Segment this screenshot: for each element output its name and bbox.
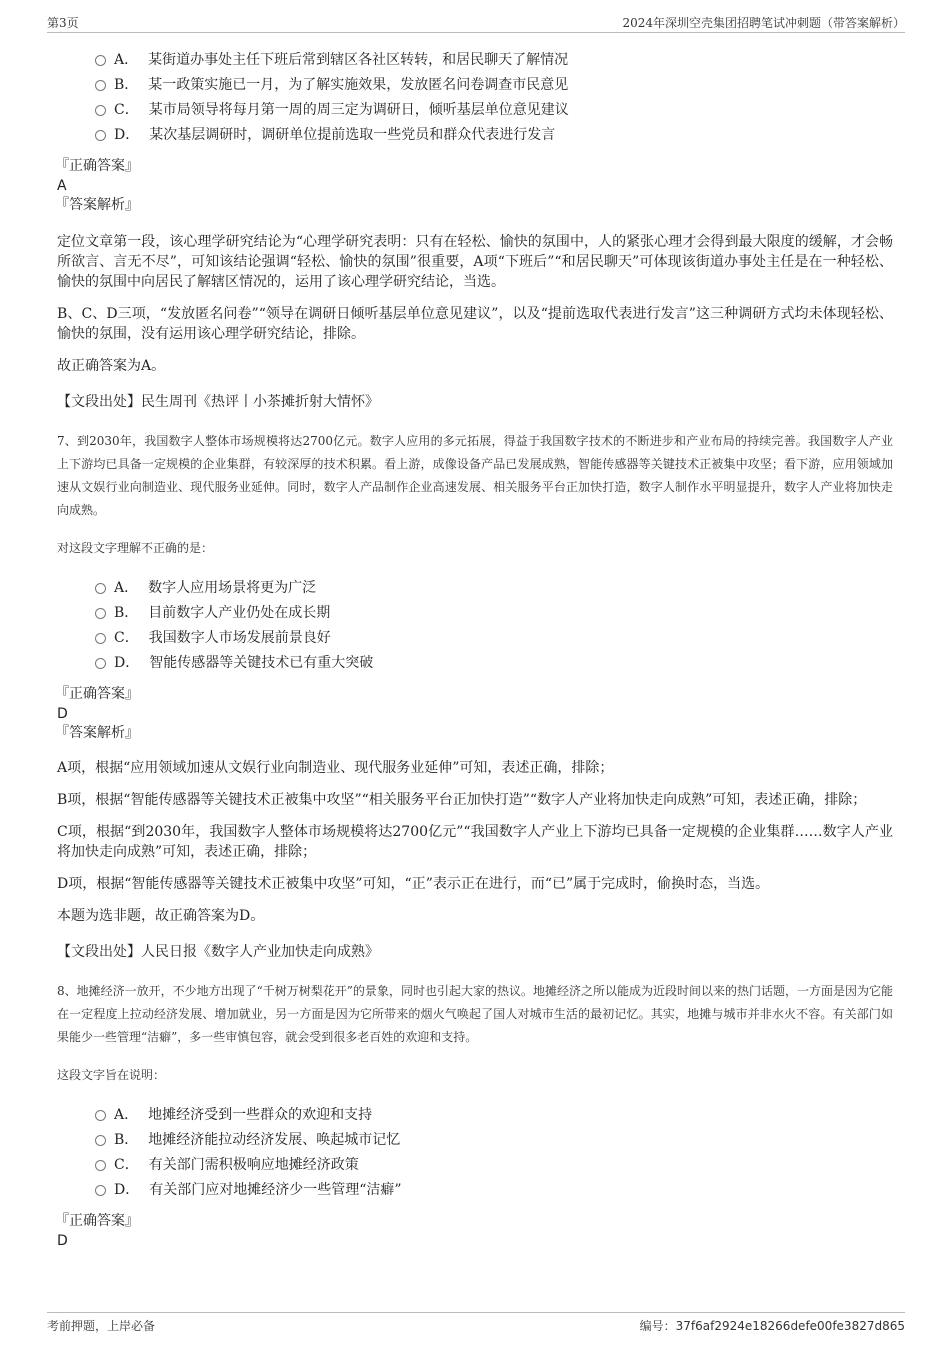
analysis-label: 『答案解析』 — [55, 197, 139, 213]
q7-option-c[interactable] — [95, 624, 893, 649]
option-text: 目前数字人产业仍处在成长期 — [148, 604, 331, 621]
q7-answer: D — [57, 706, 68, 722]
q6-analysis-1: 定位文章第一段，该心理学研究结论为“心理学研究表明：只有在轻松、愉快的氛围中，人的紧张心理才会得到最大限度的缓解，才会畅所欲言、言无不尽”，可知该结论强调“轻松、愉快的氛围”很重要，A项“下班后”“和居民聊天”可体现该街道办事处主任是在一种轻松、愉快的氛围中向居民了解辖区情况的，运用了该心理学研究结论，当选。 — [57, 234, 893, 290]
option-text: 某一政策实施已一月，为了解实施效果，发放匿名问卷调查市民意见 — [148, 76, 569, 93]
option-text: 地摊经济受到一些群众的欢迎和支持 — [148, 1106, 373, 1123]
option-text: 我国数字人市场发展前景良好 — [148, 629, 331, 646]
option-letter: C． — [114, 101, 139, 118]
option-text: 智能传感器等关键技术已有重大突破 — [149, 654, 374, 671]
page-footer — [47, 1312, 905, 1337]
radio-icon[interactable] — [95, 130, 106, 141]
radio-icon[interactable] — [95, 1110, 106, 1121]
q7-analysis-b: B项，根据“智能传感器等关键技术正被集中攻坚”“相关服务平台正加快打造”“数字人产业将加快走向成熟”可知，表述正确，排除； — [57, 792, 867, 808]
radio-icon[interactable] — [95, 55, 106, 66]
q7-prompt: 对这段文字理解不正确的是： — [57, 541, 214, 555]
q6-source: 【文段出处】民生周刊《热评丨小茶摊折射大情怀》 — [57, 394, 379, 410]
q7-source: 【文段出处】人民日报《数字人产业加快走向成熟》 — [57, 944, 379, 960]
q8-option-c[interactable] — [95, 1151, 893, 1176]
option-text: 数字人应用场景将更为广泛 — [148, 579, 317, 596]
option-text: 地摊经济能拉动经济发展、唤起城市记忆 — [148, 1131, 401, 1148]
document-id: 编号：37f6af2924e18266defe00fe3827d865 — [639, 1319, 905, 1333]
radio-icon[interactable] — [95, 608, 106, 619]
option-letter: A． — [114, 51, 139, 68]
q6-answer: A — [57, 178, 67, 194]
option-text: 有关部门需积极响应地摊经济政策 — [148, 1156, 359, 1173]
option-letter: A． — [114, 579, 139, 596]
option-letter: B． — [114, 76, 139, 93]
q8-answer: D — [57, 1233, 68, 1249]
q8-option-d[interactable] — [95, 1176, 893, 1201]
radio-icon[interactable] — [95, 658, 106, 669]
q7-option-b[interactable] — [95, 599, 893, 624]
document-title: 2024年深圳空壳集团招聘笔试冲刺题（带答案解析） — [622, 16, 905, 30]
q7-option-d[interactable] — [95, 649, 893, 674]
radio-icon[interactable] — [95, 1160, 106, 1171]
radio-icon[interactable] — [95, 633, 106, 644]
correct-answer-label: 『正确答案』 — [55, 686, 139, 702]
footer-slogan: 考前押题，上岸必备 — [47, 1319, 156, 1333]
option-letter: B． — [114, 1131, 139, 1148]
option-letter: C． — [114, 1156, 139, 1173]
q7-option-a[interactable] — [95, 574, 893, 599]
option-letter: C． — [114, 629, 139, 646]
q6-options — [95, 46, 893, 146]
option-text: 有关部门应对地摊经济少一些管理“洁癖” — [149, 1181, 402, 1198]
correct-answer-label: 『正确答案』 — [55, 1213, 139, 1229]
q6-analysis-3: 故正确答案为A。 — [57, 358, 166, 374]
q7-options — [95, 574, 893, 674]
document-body — [57, 44, 893, 1250]
q6-option-c[interactable] — [95, 96, 893, 121]
q6-option-a[interactable] — [95, 46, 893, 71]
q7-stem: 7、到2030年，我国数字人整体市场规模将达2700亿元。数字人应用的多元拓展，得益于我国数字技术的不断进步和产业布局的持续完善。我国数字人产业上下游均已具备一定规模的企业集群，有较深厚的技术积累。看上游，成像设备产品已发展成熟，智能传感器等关键技术正被集中攻坚；看下游，应用领域加速从文娱行业向制造业、现代服务业延伸。同时，数字人产品制作企业高速发展、相关服务平台正加快打造，数字人制作水平明显提升，数字人产业将加快走向成熟。 — [57, 434, 893, 517]
radio-icon[interactable] — [95, 583, 106, 594]
q8-prompt: 这段文字旨在说明： — [57, 1068, 166, 1082]
q7-analysis-conclusion: 本题为选非题，故正确答案为D。 — [57, 908, 265, 924]
option-text: 某街道办事处主任下班后常到辖区各社区转转，和居民聊天了解情况 — [148, 51, 569, 68]
radio-icon[interactable] — [95, 1135, 106, 1146]
radio-icon[interactable] — [95, 1185, 106, 1196]
q7-analysis-a: A项，根据“应用领域加速从文娱行业向制造业、现代服务业延伸”可知，表述正确，排除； — [57, 760, 614, 776]
q8-options — [95, 1101, 893, 1201]
radio-icon[interactable] — [95, 105, 106, 116]
radio-icon[interactable] — [95, 80, 106, 91]
page-number: 第3页 — [47, 16, 79, 30]
q8-option-a[interactable] — [95, 1101, 893, 1126]
q6-analysis-2: B、C、D三项，“发放匿名问卷”“领导在调研日倾听基层单位意见建议”，以及“提前选取代表进行发言”这三种调研方式均未体现轻松、愉快的氛围，没有运用该心理学研究结论，排除。 — [57, 306, 893, 342]
option-letter: D． — [114, 126, 140, 143]
q7-analysis-c: C项，根据“到2030年，我国数字人整体市场规模将达2700亿元”“我国数字人产业上下游均已具备一定规模的企业集群……数字人产业将加快走向成熟”可知，表述正确，排除； — [57, 824, 893, 860]
q8-stem: 8、地摊经济一放开，不少地方出现了“千树万树梨花开”的景象，同时也引起大家的热议。地摊经济之所以能成为近段时间以来的热门话题，一方面是因为它能在一定程度上拉动经济发展、增加就业，另一方面是因为它所带来的烟火气唤起了国人对城市生活的最初记忆。其实，地摊与城市并非水火不容。有关部门如果能少一些管理“洁癖”，多一些审慎包容，就会受到很多老百姓的欢迎和支持。 — [57, 984, 893, 1044]
option-text: 某次基层调研时，调研单位提前选取一些党员和群众代表进行发言 — [149, 126, 556, 143]
page-header — [47, 12, 905, 33]
option-text: 某市局领导将每月第一周的周三定为调研日，倾听基层单位意见建议 — [148, 101, 569, 118]
q7-analysis-d: D项，根据“智能传感器等关键技术正被集中攻坚”可知，“正”表示正在进行，而“已”属于完成时，偷换时态，当选。 — [57, 876, 770, 892]
option-letter: B． — [114, 604, 139, 621]
q6-option-d[interactable] — [95, 121, 893, 146]
q6-option-b[interactable] — [95, 71, 893, 96]
option-letter: D． — [114, 654, 140, 671]
option-letter: A． — [114, 1106, 139, 1123]
q8-option-b[interactable] — [95, 1126, 893, 1151]
analysis-label: 『答案解析』 — [55, 725, 139, 741]
correct-answer-label: 『正确答案』 — [55, 158, 139, 174]
option-letter: D． — [114, 1181, 140, 1198]
